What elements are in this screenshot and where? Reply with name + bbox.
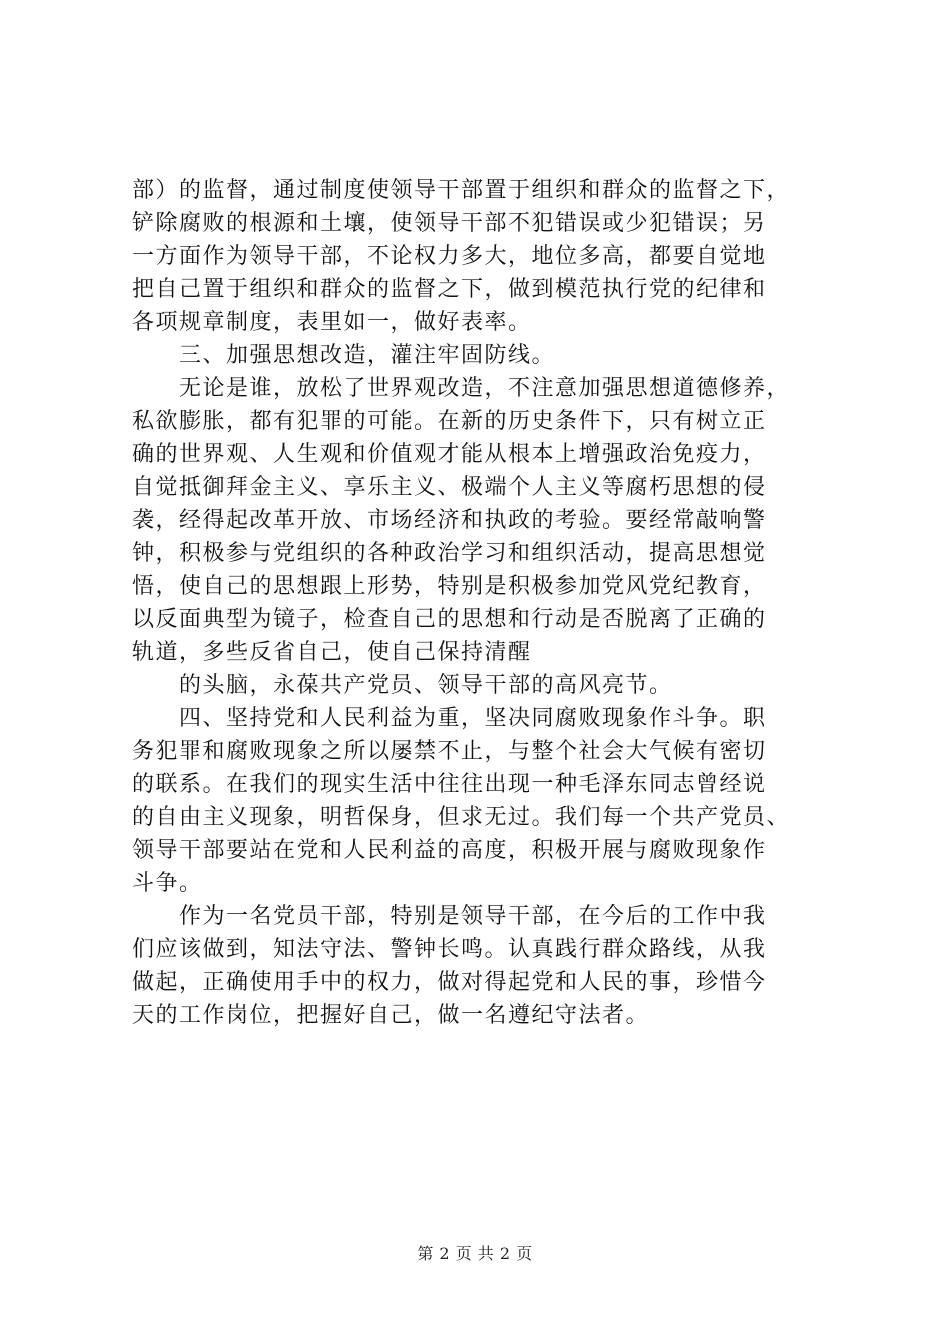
text-line: 钟，积极参与党组织的各种政治学习和组织活动，提高思想觉 (132, 541, 767, 566)
text-line: 领导干部要站在党和人民利益的高度，积极开展与腐败现象作 (132, 838, 767, 863)
text-line: 确的世界观、人生观和价值观才能从根本上增强政治免疫力， (132, 442, 767, 467)
text-line: 作为一名党员干部，特别是领导干部，在今后的工作中我 (132, 904, 767, 929)
section-heading: 三、加强思想改造，灌注牢固防线。 (132, 343, 556, 368)
text-line: 的头脑，永葆共产党员、领导干部的高风亮节。 (132, 673, 673, 698)
text-line: 各项规章制度，表里如一，做好表率。 (132, 310, 532, 335)
text-line: 把自己置于组织和群众的监督之下，做到模范执行党的纪律和 (132, 277, 767, 302)
text-line: 的自由主义现象，明哲保身，但求无过。我们每一个共产党员、 (132, 805, 791, 830)
text-line: 斗争。 (132, 871, 203, 896)
text-line: 部）的监督，通过制度使领导干部置于组织和群众的监督之下， (132, 178, 791, 203)
text-line: 无论是谁，放松了世界观改造，不注意加强思想道德修养， (132, 376, 791, 401)
body-text (132, 174, 832, 1032)
text-line: 私欲膨胀，都有犯罪的可能。在新的历史条件下，只有树立正 (132, 409, 767, 434)
text-line: 的联系。在我们的现实生活中往往出现一种毛泽东同志曾经说 (132, 772, 767, 797)
text-line: 轨道，多些反省自己，使自己保持清醒 (132, 640, 532, 665)
text-line: 做起，正确使用手中的权力，做对得起党和人民的事，珍惜今 (132, 970, 767, 995)
text-line: 铲除腐败的根源和土壤，使领导干部不犯错误或少犯错误；另 (132, 211, 767, 236)
text-line: 一方面作为领导干部，不论权力多大，地位多高，都要自觉地 (132, 244, 767, 269)
text-line: 务犯罪和腐败现象之所以屡禁不止，与整个社会大气候有密切 (132, 739, 767, 764)
text-line: 以反面典型为镜子，检查自己的思想和行动是否脱离了正确的 (132, 607, 767, 632)
section-heading: 四、坚持党和人民利益为重，坚决同腐败现象作斗争。职 (132, 706, 767, 731)
text-line: 天的工作岗位，把握好自己，做一名遵纪守法者。 (132, 1003, 650, 1028)
text-line: 悟，使自己的思想跟上形势，特别是积极参加党风党纪教育， (132, 574, 767, 599)
text-line: 自觉抵御拜金主义、享乐主义、极端个人主义等腐朽思想的侵 (132, 475, 767, 500)
text-line: 们应该做到，知法守法、警钟长鸣。认真践行群众路线，从我 (132, 937, 767, 962)
page-footer: 第 2 页 共 2 页 (417, 1244, 533, 1263)
text-line: 袭，经得起改革开放、市场经济和执政的考验。要经常敲响警 (132, 508, 767, 533)
